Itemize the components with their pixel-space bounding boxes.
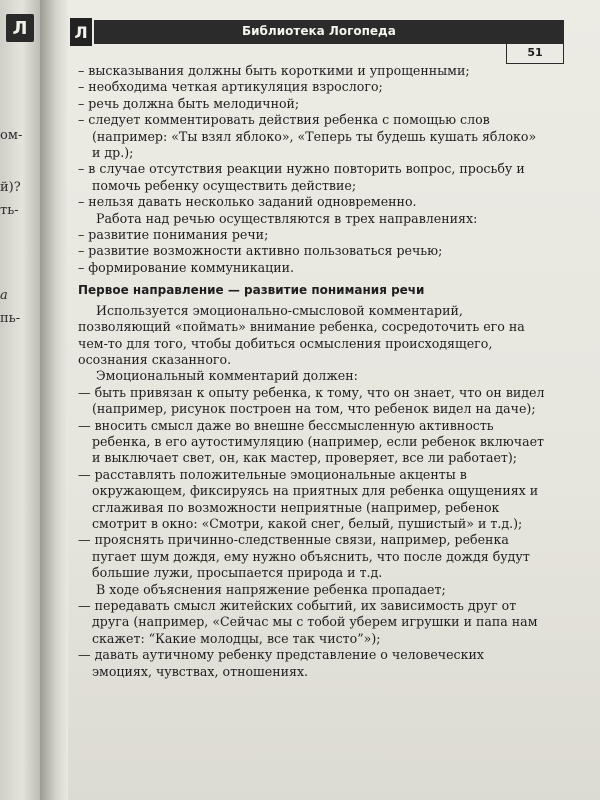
left-page-fragment: ть- (0, 203, 19, 218)
list-item: — прояснять причинно-следственные связи, например, ребенка пугает шум дождя, ему нужно объяснить, что после дождя будут большие лужи, просыпается природа и т.д. (78, 532, 530, 581)
left-page-logo: Л (6, 14, 34, 42)
list-item: – речь должна быть мелодичной; (78, 95, 300, 111)
list-item: – высказывания должны быть короткими и упрощенными; (78, 63, 470, 78)
paragraph: Работа над речью осуществляются в трех направлениях: (96, 210, 478, 226)
list-item: – развитие понимания речи; (78, 227, 269, 243)
left-page-fragment: й)? (0, 180, 21, 195)
list-item: – необходима четкая артикуляция взрослого; (78, 79, 383, 95)
book-gutter (40, 0, 68, 800)
page-body (78, 63, 546, 680)
header-rule (94, 42, 564, 44)
list-item: – следует комментировать действия ребенка с помощью слов (например: «Ты взял яблоко», «Теперь ты будешь кушать яблоко» и др.); (78, 112, 537, 161)
left-page-fragment: ом- (0, 128, 23, 143)
left-page-edge (0, 0, 40, 800)
running-title: Библиотека Логопеда (94, 20, 564, 42)
list-item: — передавать смысл житейских событий, их зависимость друг от друга (например, «Сейчас мы с тобой уберем игрушки и папа нам скажет: “Какие молодцы, все так чисто”»); (78, 598, 538, 646)
page-number: 51 (506, 44, 564, 64)
section-heading: Первое направление — развитие понимания речи (78, 283, 425, 298)
list-item: – нельзя давать несколько заданий одновременно. (78, 194, 417, 210)
book-page (68, 0, 600, 800)
left-page-fragment: а (0, 288, 8, 303)
series-logo: Л (70, 18, 92, 46)
left-page-fragment: пь- (0, 311, 21, 326)
list-item: — давать аутичному ребенку представление о человеческих эмоциях, чувствах, отношениях. (78, 647, 484, 679)
page-header (68, 4, 568, 59)
list-item: — быть привязан к опыту ребенка, к тому, что он знает, что он видел (например, рисунок построен на том, что ребенок видел на даче); (78, 384, 545, 417)
list-item: — вносить смысл даже во внешне бессмысленную активность ребенка, в его аутостимуляцию (например, если ребенок включает и выключает свет, он, как мастер, проверяет, все ли работает); (78, 417, 545, 466)
paragraph: В ходе объяснения напряжение ребенка пропадает; (96, 581, 446, 597)
list-item: — расставлять положительные эмоциональные акценты в окружающем, фиксируясь на приятных для ребенка ощущениях и сглаживая по возможности неприятные (например, ребенок смотрит в окно: «Смотри, какой снег, белый, пушистый» и т.д.); (78, 466, 539, 531)
paragraph: Эмоциональный комментарий должен: (96, 368, 358, 384)
paragraph: Используется эмоционально-смысловой комментарий, позволяющий «поймать» внимание ребенка, сосредоточить его на чем-то для того, чтобы добиться осмысления происходящего, осознания сказанного. (78, 302, 525, 367)
list-item: – в случае отсутствия реакции нужно повторить вопрос, просьбу и помочь ребенку осуществить действие; (78, 161, 525, 193)
list-item: – развитие возможности активно пользоваться речью; (78, 243, 443, 259)
list-item: – формирование коммуникации. (78, 259, 294, 275)
